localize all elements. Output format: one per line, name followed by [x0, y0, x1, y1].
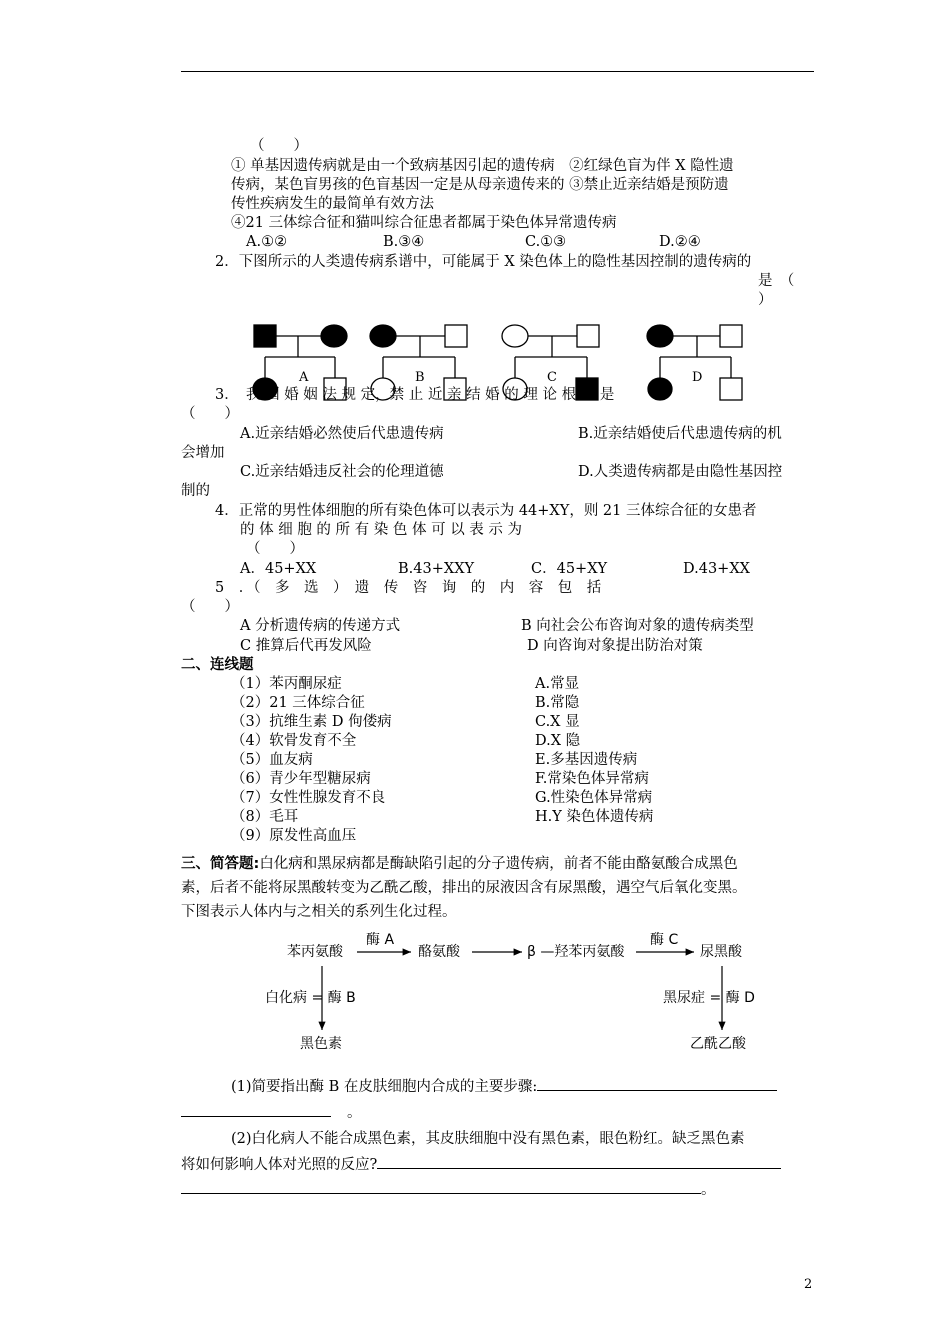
q5-option-c: C 推算后代再发风险 — [240, 638, 372, 654]
melanin-label: 黑色素 — [300, 1036, 342, 1052]
pedigree-label-b: B — [415, 370, 425, 385]
match-left-6: （6）青少年型糖尿病 — [231, 771, 371, 787]
q4-option-b: B.43+XXY — [398, 561, 475, 577]
q2-line1: 2．下图所示的人类遗传病系谱中，可能属于 X 染色体上的隐性基因控制的遗传病的 — [215, 254, 752, 270]
match-right-h: H.Y 染色体遗传病 — [535, 809, 654, 825]
match-right-d: D.X 隐 — [535, 733, 581, 749]
q3-option-a: A.近亲结婚必然使后代患遗传病 — [240, 426, 444, 442]
q3-option-b: B.近亲结婚使后代患遗传病的机 — [578, 426, 782, 442]
tyrosine-label: 酪氨酸 — [418, 944, 460, 960]
sub-question-2a: (2)白化病人不能合成黑色素，其皮肤细胞中没有黑色素，眼色粉红。缺乏黑色素 — [231, 1131, 745, 1147]
answer-blank-1a[interactable] — [537, 1076, 777, 1091]
q1-line2: 传病，某色盲男孩的色盲基因一定是从母亲遗传来的 ③禁止近亲结婚是预防遗 — [231, 177, 729, 193]
match-right-a: A.常显 — [535, 676, 580, 692]
match-right-c: C.X 显 — [535, 714, 580, 730]
q3-option-d-cont: 制的 — [181, 483, 210, 499]
pedigree-label-c: C — [547, 370, 557, 385]
q3-blank: （ ） — [181, 406, 239, 422]
phenylalanine-label: 苯丙氨酸 — [287, 944, 343, 960]
q5-option-a: A 分析遗传病的传递方式 — [240, 618, 401, 634]
match-right-b: B.常隐 — [535, 695, 580, 711]
q1-option-b: B.③④ — [383, 234, 425, 250]
match-right-e: E.多基因遗传病 — [535, 752, 638, 768]
section-3-intro-3: 下图表示人体内与之相关的系列生化过程。 — [181, 904, 457, 920]
q3-option-c: C.近亲结婚违反社会的伦理道德 — [240, 464, 444, 480]
hydroxyphenyl-label: β —羟苯丙氨酸 — [527, 944, 625, 960]
answer-blank-1b[interactable] — [181, 1102, 331, 1117]
section-3-intro-2: 素，后者不能将尿黑酸转变为乙酰乙酸，排出的尿液因含有尿黑酸，遇空气后氧化变黑。 — [181, 880, 747, 896]
match-left-8: （8）毛耳 — [231, 809, 299, 825]
sub-question-2b-text: 将如何影响人体对光照的反应? — [181, 1157, 378, 1173]
q5-line1: 5 ．（ 多 选 ） 遗 传 咨 询 的 内 容 包 括 — [215, 580, 602, 596]
answer-blank-2a[interactable] — [377, 1154, 781, 1169]
match-left-4: （4）软骨发育不全 — [231, 733, 357, 749]
q2-line2: 是 （ — [758, 273, 795, 289]
sub-question-2b — [181, 1154, 781, 1174]
albinism-enzyme-b-label: 白化病 = 酶 B — [265, 990, 356, 1006]
q4-option-a: A．45+XX — [240, 561, 317, 577]
q3-option-b-cont: 会增加 — [181, 445, 225, 461]
pedigree-label-d: D — [692, 370, 703, 385]
q4-option-c: C．45+XY — [531, 561, 608, 577]
match-left-5: （5）血友病 — [231, 752, 313, 768]
section-2-title: 二、连线题 — [181, 657, 254, 673]
q4-line1: 4．正常的男性体细胞的所有染色体可以表示为 44+XY，则 21 三体综合征的女患者 — [215, 503, 757, 519]
q3-line1: 3． 我 国 婚 姻 法 规 定，禁 止 近 亲 结 婚 的 理 论 根 据 是 — [215, 387, 615, 403]
sub-question-1-period: 。 — [347, 1105, 362, 1121]
match-left-2: （2）21 三体综合征 — [231, 695, 365, 711]
acetoacetic-acid-label: 乙酰乙酸 — [690, 1036, 746, 1052]
alkaptonuria-enzyme-d-label: 黑尿症 = 酶 D — [663, 990, 755, 1006]
match-right-f: F.常染色体异常病 — [535, 771, 649, 787]
sub-question-1-cont — [181, 1102, 362, 1122]
q2-line3: ） — [758, 292, 773, 308]
sub-question-1-text: (1)简要指出酶 B 在皮肤细胞内合成的主要步骤: — [231, 1079, 538, 1095]
q4-line2: 的 体 细 胞 的 所 有 染 色 体 可 以 表 示 为 — [240, 522, 523, 538]
answer-blank-2b[interactable] — [181, 1179, 701, 1194]
sub-question-2c — [181, 1179, 716, 1199]
q1-line1: ① 单基因遗传病就是由一个致病基因引起的遗传病 ②红绿色盲为伴 X 隐性遗 — [231, 158, 734, 174]
q1-option-d: D.②④ — [659, 234, 701, 250]
enzyme-a-label: 酶 A — [366, 932, 395, 948]
q4-blank: （ ） — [246, 541, 304, 557]
section-3-title: 三、简答题: — [181, 856, 260, 872]
match-left-3: （3）抗维生素 D 佝偻病 — [231, 714, 392, 730]
sub-question-1 — [231, 1076, 777, 1096]
section-3-intro-1: 白化病和黑尿病都是酶缺陷引起的分子遗传病，前者不能由酪氨酸合成黑色 — [259, 856, 738, 872]
page-number: 2 — [804, 1277, 813, 1292]
match-left-9: （9）原发性高血压 — [231, 828, 357, 844]
homogentisic-acid-label: 尿黑酸 — [700, 944, 742, 960]
q1-option-a: A.①② — [246, 234, 288, 250]
q1-blank: （ ） — [250, 138, 308, 154]
match-right-g: G.性染色体异常病 — [535, 790, 653, 806]
q3-option-d: D.人类遗传病都是由隐性基因控 — [578, 464, 783, 480]
enzyme-c-label: 酶 C — [650, 932, 679, 948]
q5-blank: （ ） — [181, 599, 239, 615]
match-left-7: （7）女性性腺发育不良 — [231, 790, 386, 806]
q5-option-d: D 向咨询对象提出防治对策 — [527, 638, 703, 654]
q5-option-b: B 向社会公布咨询对象的遗传病类型 — [521, 618, 754, 634]
q4-option-d: D.43+XX — [683, 561, 750, 577]
pedigree-label-a: A — [299, 370, 309, 385]
match-left-1: （1）苯丙酮尿症 — [231, 676, 342, 692]
sub-question-2-period: 。 — [701, 1182, 716, 1198]
q1-line3: 传性疾病发生的最简单有效方法 — [231, 196, 434, 212]
q1-line4: ④21 三体综合征和猫叫综合征患者都属于染色体异常遗传病 — [231, 215, 617, 231]
q1-option-c: C.①③ — [525, 234, 567, 250]
